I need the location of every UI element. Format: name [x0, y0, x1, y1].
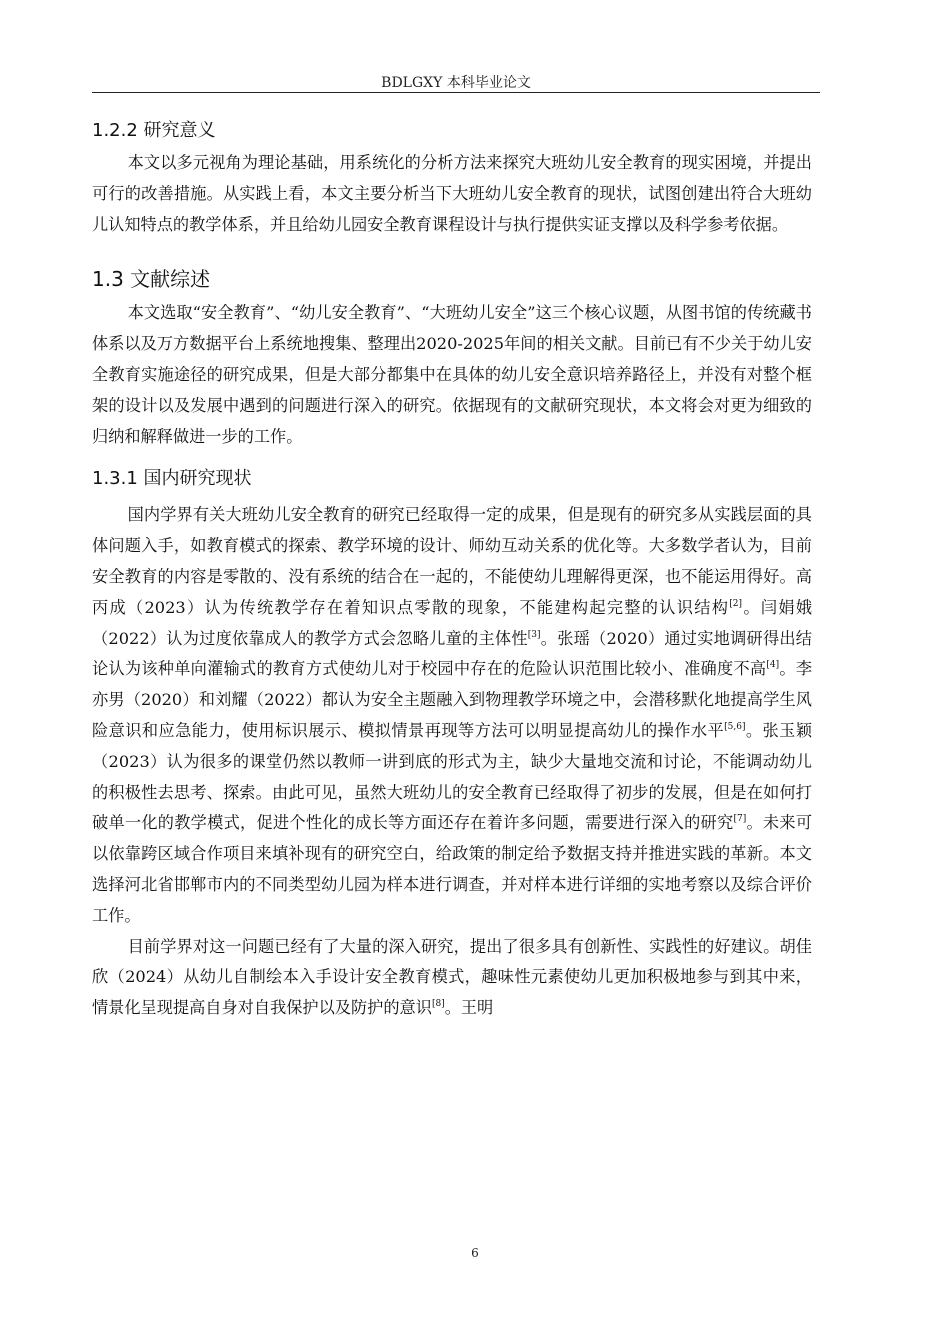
running-header: BDLGXY 本科毕业论文	[381, 75, 531, 91]
text-run: 国内学界有关大班幼儿安全教育的研究已经取得一定的成果，但是现有的研究多从实践层面的具体问题入手，如教育模式的探索、教学环境的设计、师幼互动关系的优化等。大多数学者认为，目前安全教育的内容是零散的、没有系统的结合在一起的，不能使幼儿理解得更深，也不能运用得好。高丙成（2023）认为传统教学存在着知识点零散的现象，不能建构起完整的认识结构	[92, 505, 812, 617]
citation: [8]	[431, 999, 445, 1010]
text-run: 。闫娟娥（2022）认为过度依靠成人的教学方式会忽略儿童的主体性	[92, 597, 813, 648]
citation: [3]	[527, 629, 541, 640]
paragraph-domestic-research	[92, 500, 812, 931]
text-run: 。李亦男（2020）和刘耀（2022）都认为安全主题融入到物理教学环境之中，会潜移默化地提高学生风险意识和应急能力，使用标识展示、模拟情景再现等方法可以明显提高幼儿的操作水平	[92, 659, 813, 740]
citation: [7]	[733, 814, 747, 825]
page-body	[92, 118, 812, 1024]
section-heading-1-3: 1.3 文献综述	[92, 267, 211, 292]
text-run: 。王明	[444, 998, 494, 1018]
citation: [4]	[766, 660, 780, 671]
paragraph-research-significance: 本文以多元视角为理论基础，用系统化的分析方法来探究大班幼儿安全教育的现实困境，并提出可行的改善措施。从实践上看，本文主要分析当下大班幼儿安全教育的现状，试图创建出符合大班幼儿认知特点的教学体系，并且给幼儿园安全教育课程设计与执行提供实证支撑以及科学参考依据。	[92, 153, 812, 234]
header-rule	[92, 92, 820, 93]
section-heading-1-2-2: 1.2.2 研究意义	[92, 120, 216, 141]
page-number: 6	[471, 1246, 479, 1260]
text-run: 。未来可以依靠跨区域合作项目来填补现有的研究空白，给政策的制定给予数据支持并推进实践的革新。本文选择河北省邯郸市内的不同类型幼儿园为样本进行调查，并对样本进行详细的实地考察以及综合评价工作。	[92, 813, 813, 925]
citation: [5,6]	[724, 721, 746, 732]
text-run: 目前学界对这一问题已经有了大量的深入研究，提出了很多具有创新性、实践性的好建议。胡佳欣（2024）从幼儿自制绘本入手设计安全教育模式，趣味性元素使幼儿更加积极地参与到其中来，情景化呈现提高自身对自我保护以及防护的意识	[92, 936, 812, 1018]
text-run: 。张瑶（2020）通过实地调研得出结论认为该种单向灌输式的教育方式使幼儿对于校园中存在的危险认识范围比较小、准确度不高	[92, 628, 812, 679]
text-run: 。张玉颖（2023）认为很多的课堂仍然以教师一讲到底的形式为主，缺少大量地交流和讨论，不能调动幼儿的积极性去思考、探索。由此可见，虽然大班幼儿的安全教育已经取得了初步的发展，但是在如何打破单一化的教学模式，促进个性化的成长等方面还存在着许多问题，需要进行深入的研究	[92, 720, 813, 833]
section-heading-1-3-1: 1.3.1 国内研究现状	[92, 468, 252, 490]
paragraph-domestic-research-2	[92, 932, 812, 1024]
paragraph-literature-review: 本文选取“安全教育”、“幼儿安全教育”、“大班幼儿安全”这三个核心议题，从图书馆的传统藏书体系以及万方数据平台上系统地搜集、整理出2020-2025年间的相关文献。目前已有不少关于幼儿安全教育实施途径的研究成果，但是大部分都集中在具体的幼儿安全意识培养路径上，并没有对整个框架的设计以及发展中遇到的问题进行深入的研究。依据现有的文献研究现状，本文将会对更为细致的归纳和解释做进一步的工作。	[92, 303, 812, 446]
citation: [2]	[729, 598, 743, 609]
